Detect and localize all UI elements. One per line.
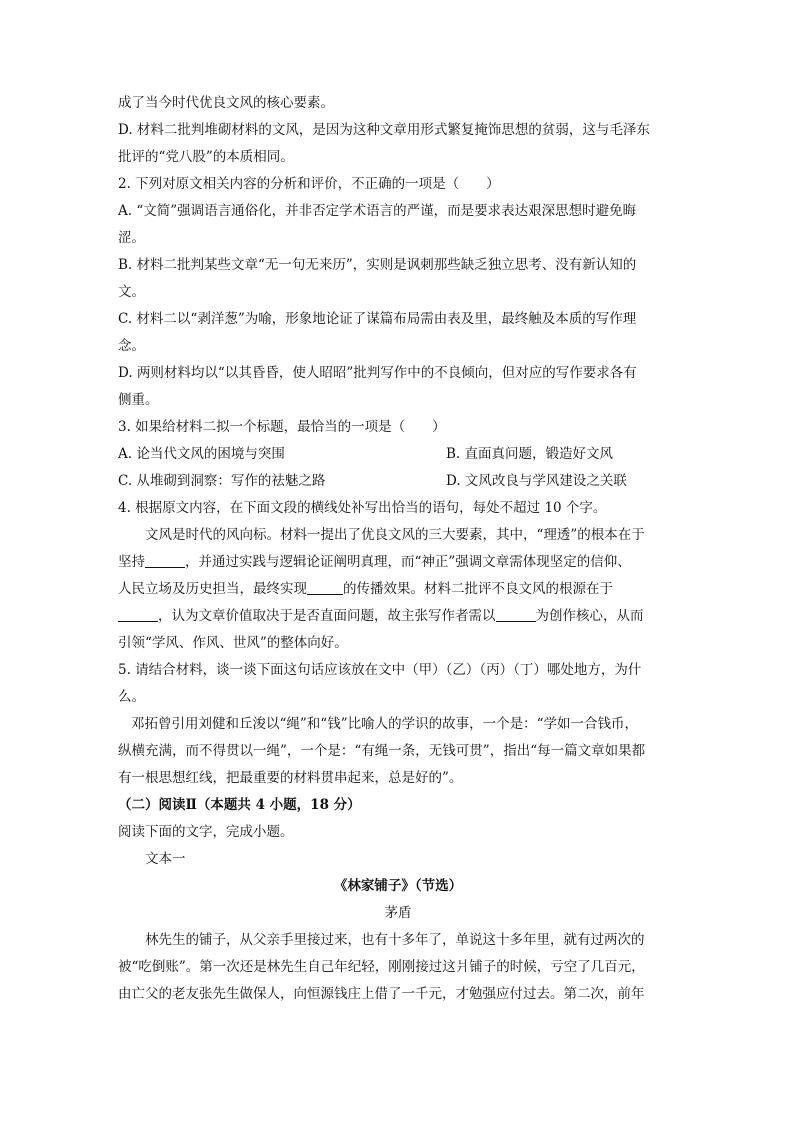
text-line: 么。 [118,689,145,705]
q3-options-row-2 [118,468,678,495]
document-page [118,90,678,1008]
fill-paragraph-line: 引领“学风、作风、世风”的整体向好。 [118,635,348,651]
section-heading: （二）阅读Ⅱ（本题共 4 小题，18 分） [118,797,361,813]
q3-option-d: D. 文风改良与学风建设之关联 [446,473,627,489]
passage-author: 茅盾 [384,905,412,921]
blank-2[interactable] [307,580,343,595]
passage-line: 由亡父的老友张先生做保人，向恒源钱庄上借了一千元，才勉强应付过去。第二次，前年 [118,986,645,1002]
text-line: 成了当今时代优良文风的核心要素。 [118,95,334,111]
q3-option-c: C. 从堆砌到洞察：写作的祛魅之路 [118,473,326,489]
option-a-line: A. “文简”强调语言通俗化，并非否定学术语言的严谨，而是要求表达艰深思想时避免晦 [118,203,637,219]
fill-paragraph-line: 文风是时代的风向标。材料一提出了优良文风的三大要素，其中，“理透”的根本在于 [145,527,645,543]
blank-3[interactable] [118,607,158,622]
option-d-line: D. 材料二批判堆砌材料的文风，是因为这种文章用形式繁复掩饰思想的贫弱，这与毛泽东 [118,122,650,138]
q3-options-row-1 [118,441,678,468]
question-4: 4. 根据原文内容，在下面文段的横线处补写出恰当的语句，每处不超过 10 个字。 [118,500,607,516]
option-c-line: C. 材料二以“剥洋葱”为喻，形象地论证了谋篇布局需由表及里，最终触及本质的写作理 [118,311,637,327]
q3-option-b: B. 直面真问题，锻造好文风 [446,446,614,462]
fill-paragraph-line: 坚持 ，并通过实践与逻辑论证阐明真理，而“神正”强调文章需体现坚定的信仰、 [118,554,631,570]
quote-paragraph-line: 有一根思想红线，把最重要的材料贯串起来，总是好的”。 [118,770,463,786]
text-label: 文本一 [145,851,186,867]
text-line: 文。 [118,284,145,300]
quote-paragraph-line: 邓拓曾引用刘健和丘浚以“绳”和“钱”比喻人的学识的故事，一个是：“学如一合钱币， [131,716,639,732]
quote-paragraph-line: 纵横充满，而不得贯以一绳”，一个是：“有绳一条，无钱可贯”，指出“每一篇文章如果都 [118,743,646,759]
blank-1[interactable] [145,553,185,568]
question-5: 5. 请结合材料，谈一谈下面这句话应该放在文中（甲）（乙）（丙）（丁）哪处地方，为什 [118,662,642,678]
instruction-line: 阅读下面的文字，完成小题。 [118,824,294,840]
fill-paragraph-line: 人民立场及历史担当，最终实现 的传播效果。材料二批评不良文风的根源在于 [118,581,613,597]
option-d-line: D. 两则材料均以“以其昏昏，使人昭昭”批判写作中的不良倾向，但对应的写作要求各有 [118,365,637,381]
fill-paragraph-line: ，认为文章价值取决于是否直面问题，故主张写作者需以 为创作核心，从而 [118,603,678,630]
passage-line: 被“吃倒账”。第一次还是林先生自己年纪轻，刚刚接过这爿铺子的时候，亏空了几百元， [118,959,645,975]
text-line: 批评的“党八股”的本质相同。 [118,149,294,165]
option-b-line: B. 材料二批判某些文章“无一句无来历”，实则是讽刺那些缺乏独立思考、没有新认知的 [118,257,637,273]
passage-title: 《林家铺子》（节选） [333,878,463,894]
question-3: 3. 如果给材料二拟一个标题，最恰当的一项是（ ） [118,419,446,435]
text-line: 侧重。 [118,392,159,408]
text-line: 涩。 [118,230,145,246]
blank-4[interactable] [496,607,536,622]
question-2: 2. 下列对原文相关内容的分析和评价，不正确的一项是（ ） [118,176,500,192]
text-line: 念。 [118,338,145,354]
passage-line: 林先生的铺子，从父亲手里接过来，也有十多年了，单说这十多年里，就有过两次的 [145,932,645,948]
q3-option-a: A. 论当代文风的困境与突围 [118,446,285,462]
